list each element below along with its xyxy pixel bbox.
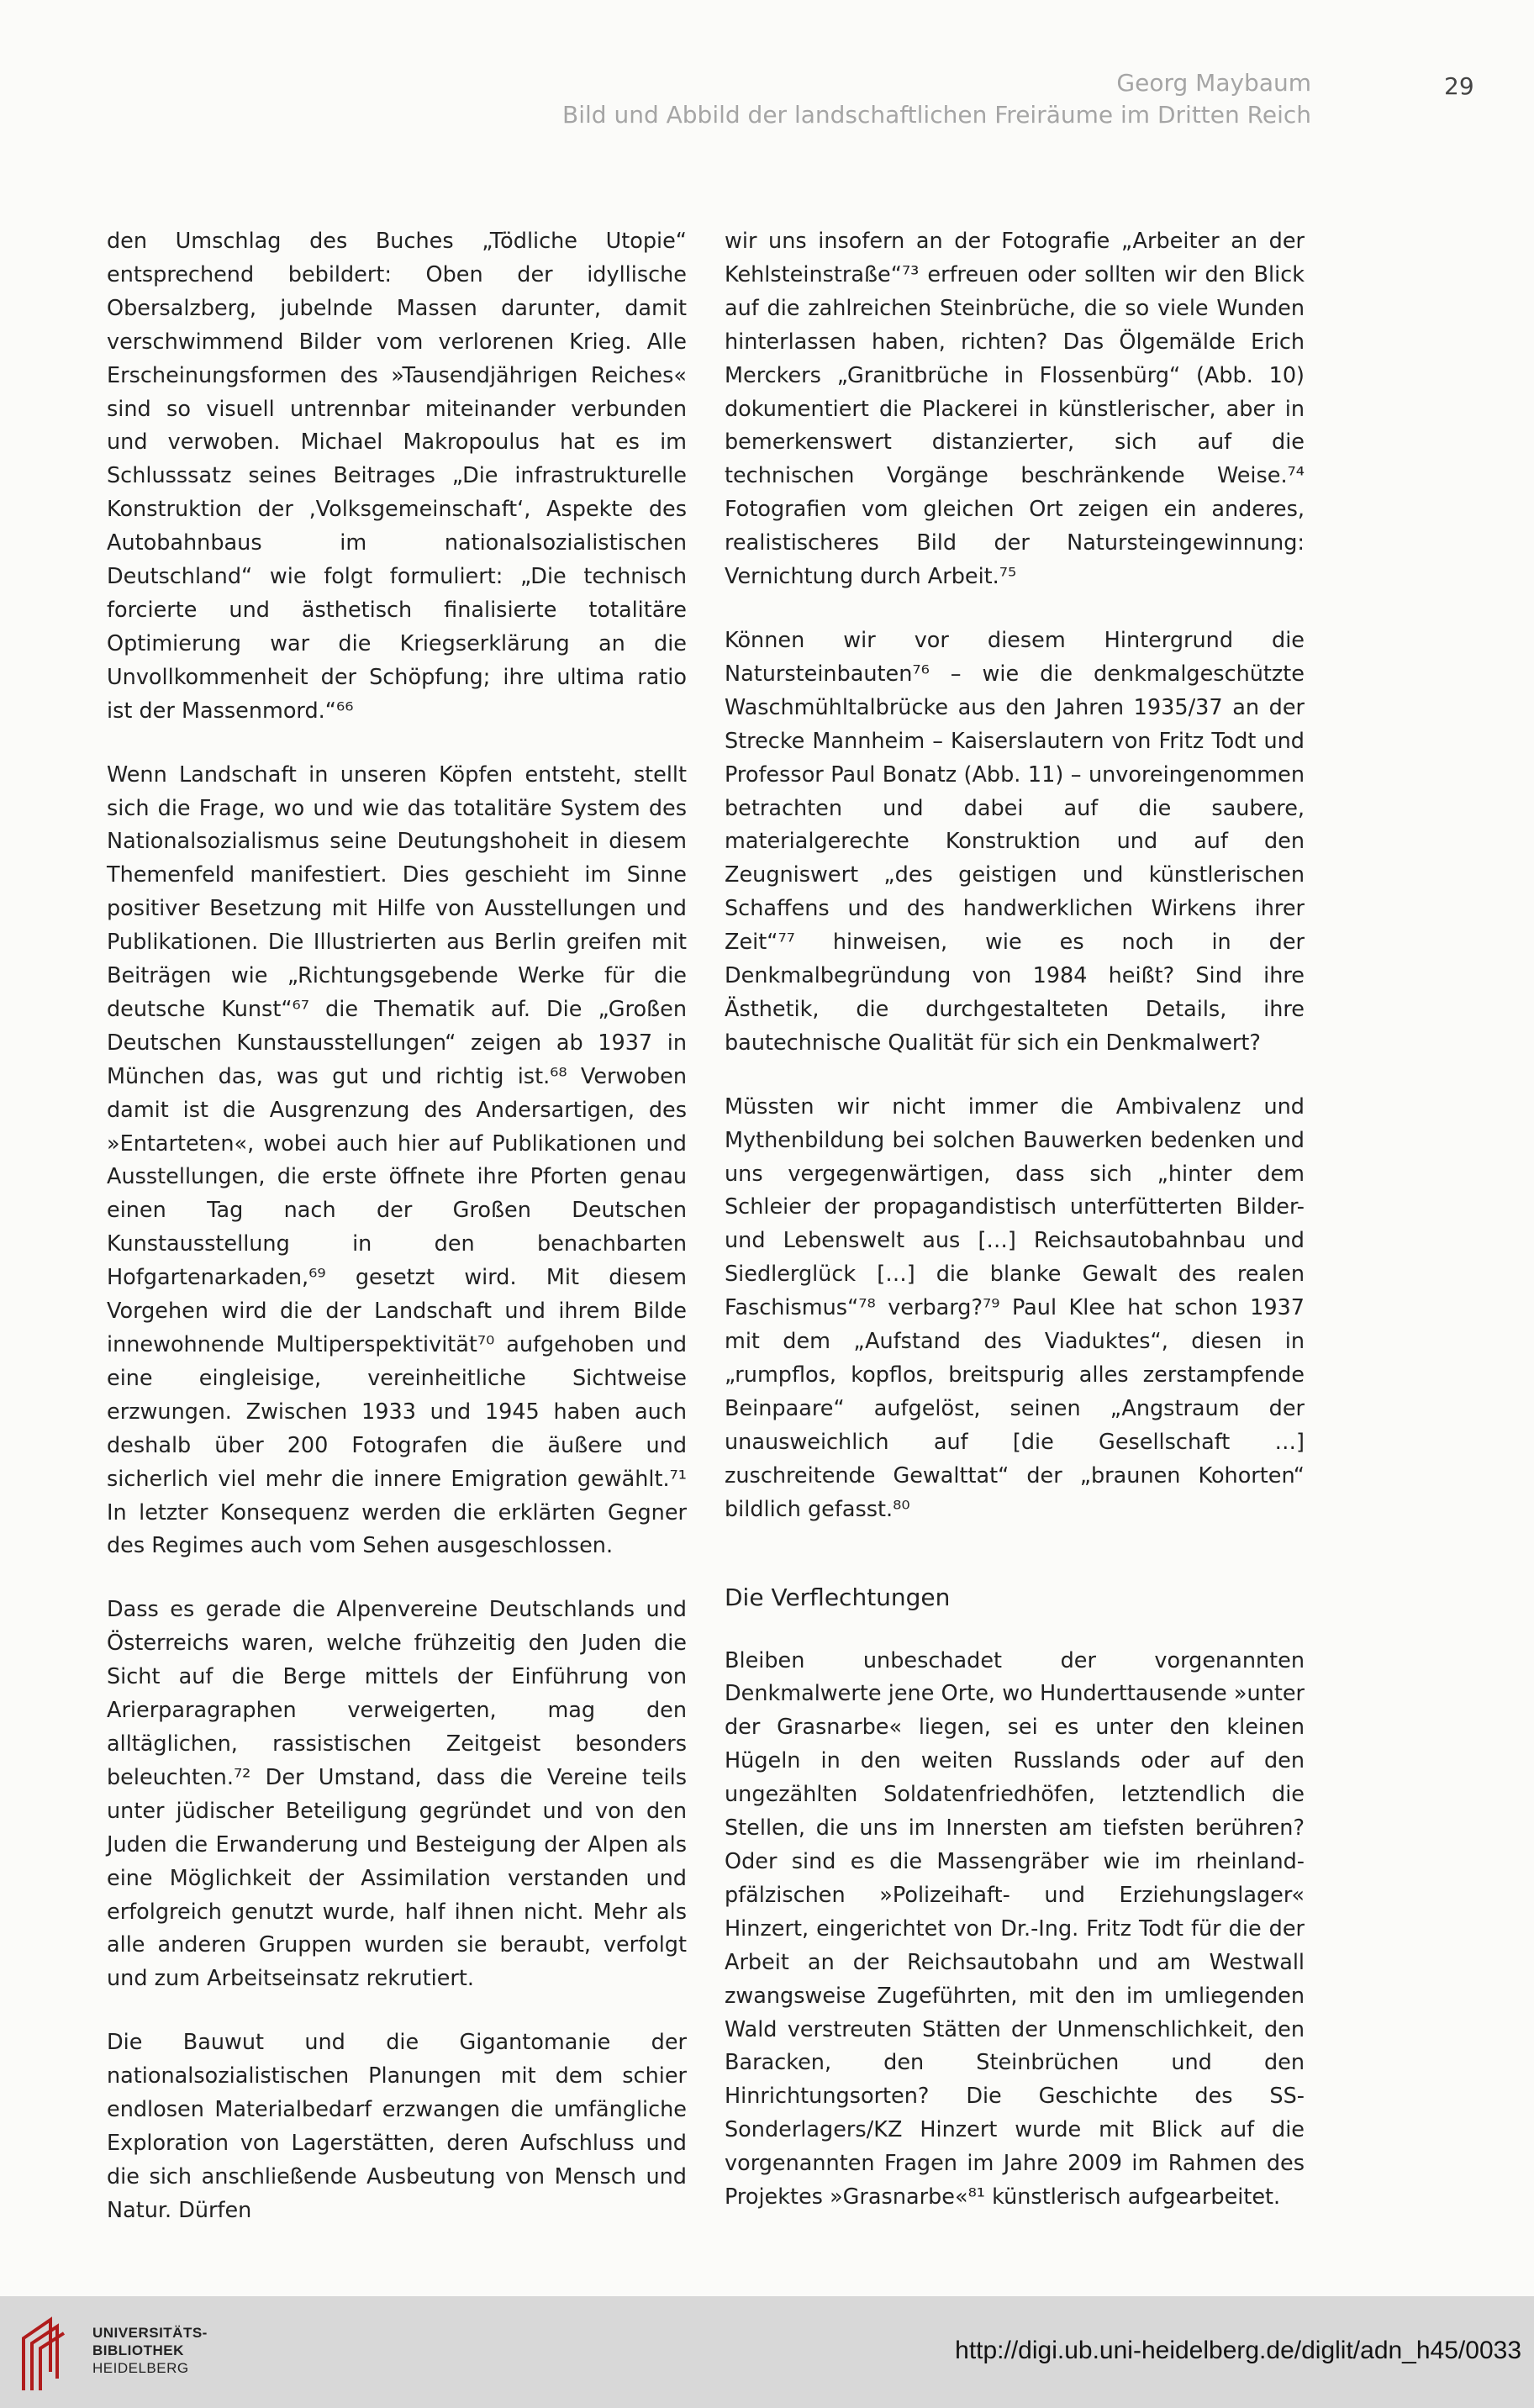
library-name-line: BIBLIOTHEK bbox=[92, 2342, 184, 2358]
body-paragraph: wir uns insofern an der Fotografie „Arbeiter an der Kehlsteinstraße“⁷³ erfreuen oder sollten wir den Blick auf die zahlreichen Steinbrüche, die so viele Wunden hinterlassen haben, richten? Das Ölgemälde Erich Merckers „Granitbrüche in Flossenbürg“ (Abb. 10) dokumentiert die Plackerei in künstlerischer, aber in bemerkenswert distanzierter, sich auf die technischen Vorgänge beschränkende Weise.⁷⁴ Fotografien vom gleichen Ort zeigen ein anderes, realistischeres Bild der Natursteingewinnung: Vernichtung durch Arbeit.⁷⁵ bbox=[725, 229, 1305, 590]
body-paragraph: Müssten wir nicht immer die Ambivalenz und Mythenbildung bei solchen Bauwerken bedenken und uns vergegenwärtigen, dass sich „hinter dem Schleier der propagandistisch unterfütterten Bilder- und Lebenswelt aus […] Reichsautobahnbau und Siedlerglück […] die blanke Gewalt des realen Faschismus“⁷⁸ verbarg?⁷⁹ Paul Klee hat schon 1937 mit dem „Aufstand des Viaduktes“, diesen in „rumpflos, kopflos, breitspurig alles zerstampfende Beinpaare“ aufgelöst, seinen „Angstraum der unausweichlich auf [die Gesellschaft …] zuschreitende Gewalttat“ der „braunen Kohorten“ bildlich gefasst.⁸⁰ bbox=[725, 1093, 1305, 1522]
running-header-author: Georg Maybaum bbox=[1116, 69, 1311, 97]
body-paragraph: Bleiben unbeschadet der vorgenannten Denkmalwerte jene Orte, wo Hunderttausende »unter der Grasnarbe« liegen, sei es unter den kleinen Hügeln in den weiten Russlands oder auf den ungezählten Soldatenfriedhöfen, letztendlich die Stellen, die uns im Innersten am tiefsten berühren? Oder sind es die Massengräber wie im rheinland-pfälzischen »Polizeihaft- und Erziehungslager« Hinzert, eingerichtet von Dr.-Ing. Fritz Todt für die der Arbeit an der Reichsautobahn und am Westwall zwangsweise Zugeführten, mit den im umliegenden Wald verstreuten Stätten der Unmenschlichkeit, den Baracken, den Steinbrüchen und den Hinrichtungsorten? Die Geschichte des SS-Sonderlagers/KZ Hinzert wurde mit Blick auf die vorgenannten Fragen im Jahre 2009 im Rahmen des Projektes »Grasnarbe«⁸¹ künstlerisch aufgearbeitet. bbox=[725, 1647, 1305, 2210]
body-paragraph: Können wir vor diesem Hintergrund die Natursteinbauten⁷⁶ – wie die denkmalgeschützte Waschmühltalbrücke aus den Jahren 1935/37 an der Strecke Mannheim – Kaiserslautern von Fritz Todt und Professor Paul Bonatz (Abb. 11) – unvoreingenommen betrachten und dabei auf die saubere, materialgerechte Konstruktion und auf den Zeugniswert „des geistigen und künstlerischen Schaffens und des handwerklichen Wirkens ihrer Zeit“⁷⁷ hinweisen, wie es noch in der Denkmalbegründung von 1984 heißt? Sind ihre Ästhetik, die durchgestalteten Details, ihre bautechnische Qualität für sich ein Denkmalwert? bbox=[725, 627, 1305, 1056]
right-column bbox=[725, 225, 1305, 2215]
library-name-line: HEIDELBERG bbox=[92, 2360, 189, 2376]
footer-bar bbox=[0, 2296, 1534, 2408]
section-heading: Die Verflechtungen bbox=[725, 1583, 951, 1611]
left-column bbox=[107, 225, 687, 2228]
page-number: 29 bbox=[1444, 72, 1474, 100]
body-paragraph: Die Bauwut und die Gigantomanie der nationalsozialistischen Planungen mit dem schier endlosen Materialbedarf erzwangen die umfängliche Exploration von Lagerstätten, deren Aufschluss und die sich anschließende Ausbeutung von Mensch und Natur. Dürfen bbox=[107, 2030, 687, 2223]
library-name-line: UNIVERSITÄTS- bbox=[92, 2325, 208, 2341]
source-url-link[interactable]: http://digi.ub.uni-heidelberg.de/diglit/adn_h45/0033 bbox=[955, 2337, 1521, 2364]
running-header-title: Bild und Abbild der landschaftlichen Freiräume im Dritten Reich bbox=[562, 101, 1311, 129]
library-logo-icon bbox=[17, 2313, 84, 2397]
body-paragraph: Wenn Landschaft in unseren Köpfen entsteht, stellt sich die Frage, wo und wie das totalitäre System des Nationalsozialismus seine Deutungshoheit in diesem Themenfeld manifestiert. Dies geschieht im Sinne positiver Besetzung mit Hilfe von Ausstellungen und Publikationen. Die Illustrierten aus Berlin greifen mit Beiträgen wie „Richtungsgebende Werke für die deutsche Kunst“⁶⁷ die Thematik auf. Die „Großen Deutschen Kunstausstellungen“ zeigen ab 1937 in München das, was gut und richtig ist.⁶⁸ Verwoben damit ist die Ausgrenzung des Andersartigen, des »Entarteten«, wobei auch hier auf Publikationen und Ausstellungen, die erste öffnete ihre Pforten genau einen Tag nach der Großen Deutschen Kunstausstellung in den benachbarten Hofgartenarkaden,⁶⁹ gesetzt wird. Mit diesem Vorgehen wird die der Landschaft und ihrem Bilde innewohnende Multiperspektivität⁷⁰ aufgehoben und eine eingleisige, vereinheitliche Sichtweise erzwungen. Zwischen 1933 und 1945 haben auch deshalb über 200 Fotografen die äußere und sicherlich viel mehr die innere Emigration gewählt.⁷¹ In letzter Konsequenz werden die erklärten Gegner des Regimes auch vom Sehen ausgeschlossen. bbox=[107, 761, 687, 1559]
body-paragraph: Dass es gerade die Alpenvereine Deutschlands und Österreichs waren, welche frühzeitig den Juden die Sicht auf die Berge mittels der Einführung von Arierparagraphen verweigerten, mag den alltäglichen, rassistischen Zeitgeist besonders beleuchten.⁷² Der Umstand, dass die Vereine teils unter jüdischer Beteiligung gegründet und von den Juden die Erwanderung und Besteigung der Alpen als eine Möglichkeit der Assimilation verstanden und erfolgreich genutzt wurde, half ihnen nicht. Mehr als alle anderen Gruppen wurden sie beraubt, verfolgt und zum Arbeitseinsatz rekrutiert. bbox=[107, 1597, 687, 1992]
body-paragraph: den Umschlag des Buches „Tödliche Utopie“ entsprechend bebildert: Oben der idyllische Obersalzberg, jubelnde Massen darunter, damit verschwimmend Bilder vom verlorenen Krieg. Alle Erscheinungsformen des »Tausendjährigen Reiches« sind so visuell untrennbar miteinander verbunden und verwoben. Michael Makropoulus hat es im Schlusssatz seines Beitrages „Die infrastrukturelle Konstruktion der ‚Volksgemeinschaft‘, Aspekte des Autobahnbaus im nationalsozialistischen Deutschland“ wie folgt formuliert: „Die technisch forcierte und ästhetisch finalisierte totalitäre Optimierung war die Kriegserklärung an die Unvollkommenheit der Schöpfung; ihre ultima ratio ist der Massenmord.“⁶⁶ bbox=[107, 229, 687, 724]
library-name bbox=[92, 2324, 208, 2377]
